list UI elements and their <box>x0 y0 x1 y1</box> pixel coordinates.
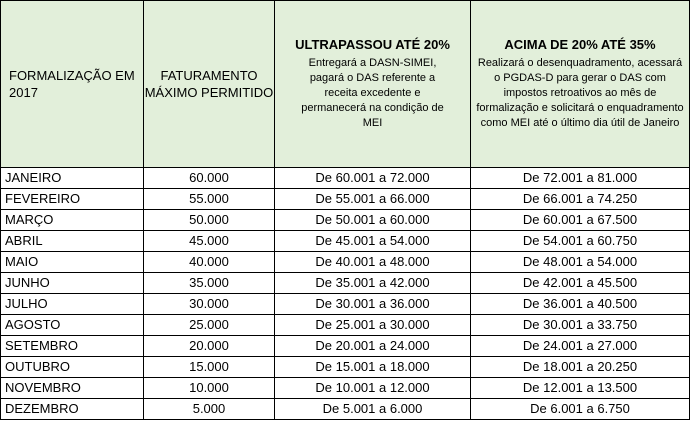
table-row <box>1 399 690 420</box>
cell-faturamento-maximo: 40.000 <box>144 252 275 273</box>
cell-ate-35: De 60.001 a 67.500 <box>471 210 690 231</box>
table-row <box>1 210 690 231</box>
cell-faturamento-maximo: 20.000 <box>144 336 275 357</box>
cell-mes: JANEIRO <box>1 168 144 189</box>
cell-ate-35: De 72.001 a 81.000 <box>471 168 690 189</box>
cell-faturamento-maximo: 60.000 <box>144 168 275 189</box>
cell-ate-35: De 54.001 a 60.750 <box>471 231 690 252</box>
cell-mes: MAIO <box>1 252 144 273</box>
header-formalizacao: FORMALIZAÇÃO EM 2017 <box>1 1 144 168</box>
cell-mes: JUNHO <box>1 273 144 294</box>
cell-faturamento-maximo: 55.000 <box>144 189 275 210</box>
table-row <box>1 315 690 336</box>
cell-mes: DEZEMBRO <box>1 399 144 420</box>
cell-ate-20: De 45.001 a 54.000 <box>275 231 471 252</box>
cell-faturamento-maximo: 45.000 <box>144 231 275 252</box>
table-row <box>1 273 690 294</box>
cell-mes: FEVEREIRO <box>1 189 144 210</box>
cell-faturamento-maximo: 25.000 <box>144 315 275 336</box>
table-row <box>1 294 690 315</box>
cell-faturamento-maximo: 35.000 <box>144 273 275 294</box>
cell-faturamento-maximo: 5.000 <box>144 399 275 420</box>
table-row <box>1 252 690 273</box>
cell-faturamento-maximo: 15.000 <box>144 357 275 378</box>
header-faturamento-maximo: FATURAMENTO MÁXIMO PERMITIDO <box>144 1 275 168</box>
cell-ate-20: De 35.001 a 42.000 <box>275 273 471 294</box>
cell-mes: SETEMBRO <box>1 336 144 357</box>
cell-mes: ABRIL <box>1 231 144 252</box>
cell-mes: JULHO <box>1 294 144 315</box>
cell-ate-20: De 20.001 a 24.000 <box>275 336 471 357</box>
cell-ate-20: De 5.001 a 6.000 <box>275 399 471 420</box>
table-row <box>1 336 690 357</box>
cell-ate-35: De 24.001 a 27.000 <box>471 336 690 357</box>
table-row <box>1 168 690 189</box>
cell-ate-35: De 18.001 a 20.250 <box>471 357 690 378</box>
cell-ate-20: De 55.001 a 66.000 <box>275 189 471 210</box>
table-row <box>1 189 690 210</box>
table-body <box>1 168 690 420</box>
table-row <box>1 357 690 378</box>
table-row <box>1 378 690 399</box>
header-ultrapassou-20-title: ULTRAPASSOU ATÉ 20% <box>295 37 450 52</box>
header-ultrapassou-20-text: Entregará a DASN-SIMEI, pagará o DAS referente a receita excedente e permanecerá na condição de MEI <box>301 57 444 129</box>
cell-faturamento-maximo: 50.000 <box>144 210 275 231</box>
header-ultrapassou-20 <box>275 1 471 168</box>
header-acima-20-text: Realizará o desenquadramento, acessará o PGDAS-D para gerar o DAS com impostos retroativos ao mês de formalização e solicitará o enquadramento como MEI até o último dia útil de Janeiro <box>476 57 684 129</box>
cell-ate-35: De 12.001 a 13.500 <box>471 378 690 399</box>
cell-ate-35: De 36.001 a 40.500 <box>471 294 690 315</box>
cell-ate-35: De 42.001 a 45.500 <box>471 273 690 294</box>
cell-ate-35: De 48.001 a 54.000 <box>471 252 690 273</box>
cell-ate-20: De 40.001 a 48.000 <box>275 252 471 273</box>
cell-ate-20: De 10.001 a 12.000 <box>275 378 471 399</box>
cell-faturamento-maximo: 10.000 <box>144 378 275 399</box>
cell-ate-35: De 30.001 a 33.750 <box>471 315 690 336</box>
header-acima-20-title: ACIMA DE 20% ATÉ 35% <box>504 37 656 52</box>
cell-mes: NOVEMBRO <box>1 378 144 399</box>
cell-ate-20: De 50.001 a 60.000 <box>275 210 471 231</box>
cell-faturamento-maximo: 30.000 <box>144 294 275 315</box>
cell-mes: MARÇO <box>1 210 144 231</box>
cell-mes: OUTUBRO <box>1 357 144 378</box>
cell-ate-20: De 25.001 a 30.000 <box>275 315 471 336</box>
cell-ate-35: De 66.001 a 74.250 <box>471 189 690 210</box>
cell-ate-20: De 60.001 a 72.000 <box>275 168 471 189</box>
cell-ate-20: De 15.001 a 18.000 <box>275 357 471 378</box>
cell-ate-35: De 6.001 a 6.750 <box>471 399 690 420</box>
table-header <box>1 1 690 168</box>
header-acima-20-ate-35 <box>471 1 690 168</box>
table-row <box>1 231 690 252</box>
header-row <box>1 1 690 168</box>
cell-ate-20: De 30.001 a 36.000 <box>275 294 471 315</box>
cell-mes: AGOSTO <box>1 315 144 336</box>
